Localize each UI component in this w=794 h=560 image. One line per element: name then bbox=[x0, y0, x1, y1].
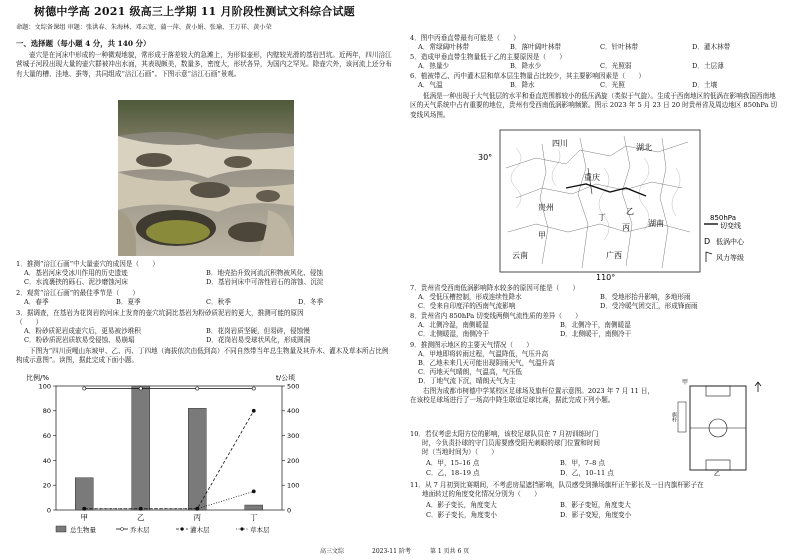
chart-category-label: 丙 bbox=[193, 513, 201, 522]
q2-option-c[interactable]: C．秋季 bbox=[206, 298, 231, 306]
lon-label: 110° bbox=[596, 273, 616, 282]
chart-point-草本层 bbox=[83, 507, 86, 510]
exam-title: 树德中学高 2021 级高三上学期 11 月阶段性测试文科综合试题 bbox=[34, 5, 355, 18]
field-label-jia: 甲 bbox=[682, 379, 689, 386]
q1-option-b[interactable]: B．地壳抬升致河流沉积物被风化、侵蚀 bbox=[206, 269, 323, 277]
q10-option-d[interactable]: D．乙，10–11 点 bbox=[560, 469, 614, 477]
q6-option-d[interactable]: D．土壤 bbox=[692, 81, 718, 89]
q7-option-b[interactable]: B．受地形抬升影响，多地形雨 bbox=[600, 293, 691, 301]
biomass-chart bbox=[20, 372, 394, 540]
chart-point-乔木层 bbox=[252, 387, 255, 390]
chart-category-label: 甲 bbox=[80, 513, 88, 522]
q11-stem-2: 地面转过的角度变化情况分别为（ ） bbox=[422, 490, 541, 498]
chart-legend-swatch bbox=[56, 526, 66, 532]
q6-option-a[interactable]: A．气温 bbox=[418, 81, 443, 89]
q8-option-a[interactable]: A．北侧冷湿，南侧暖湿 bbox=[418, 321, 489, 329]
chart-legend-label: 乔木层 bbox=[130, 526, 150, 534]
field-flag-label: 旗杆 bbox=[671, 412, 677, 422]
q11-option-b[interactable]: B．影子变短，角度变大 bbox=[560, 501, 631, 509]
region-yunnan: 云南 bbox=[512, 251, 528, 260]
lat-label: 30° bbox=[478, 153, 493, 162]
q7-option-c[interactable]: C．受来自印度洋的西南气流影响 bbox=[418, 302, 516, 310]
q5-option-a[interactable]: A．热量少 bbox=[418, 62, 450, 70]
chart-right-tick-label: 0 bbox=[287, 506, 292, 515]
q9-option-b[interactable]: B．乙地未来几天可能出现阴雨天气，气温升高 bbox=[418, 359, 555, 367]
q11-option-a[interactable]: A．影子变长，角度变大 bbox=[426, 501, 497, 509]
chart-point-乔木层 bbox=[83, 387, 86, 390]
chart-right-tick-label: 200 bbox=[287, 456, 300, 465]
region-hunan: 湖南 bbox=[648, 219, 664, 228]
point-ding: 丁 bbox=[598, 213, 606, 222]
q1-stem: 1．推测“涪江石画”中大量壶穴的成因是（ ） bbox=[16, 260, 159, 268]
q5-option-b[interactable]: B．降水少 bbox=[510, 62, 542, 70]
soccer-field-diagram bbox=[672, 378, 778, 476]
q7-stem: 7．贵州省受西南低涡影响降水较多的原因可能是（ ） bbox=[410, 284, 580, 292]
chart-bar-丁 bbox=[245, 505, 263, 510]
chart-left-tick-label: 20 bbox=[42, 481, 51, 490]
soccer-intro: 右图为成都市树德中学某校区足球场及旗杆位置示意图。2023 年 7 月 11 日，在该校足球场进行了一场高中降生联谊足球比赛，据此完成下列小题。 bbox=[410, 387, 655, 405]
q6-option-c[interactable]: C．光照 bbox=[600, 81, 625, 89]
q4-stem: 4．图中丙垂直带最有可能是（ ） bbox=[410, 34, 520, 42]
chart-point-草本层 bbox=[252, 490, 255, 493]
chart-right-axis-label: t/公顷 bbox=[276, 374, 296, 382]
legend-shear: 850hPa bbox=[710, 214, 736, 222]
shear-line-map bbox=[476, 128, 776, 280]
q10-stem: 10．若仅考虑太阳方位的影响，该校足球队员在 7 月初训练时门 bbox=[410, 430, 599, 438]
q2-option-b[interactable]: B．夏季 bbox=[116, 298, 141, 306]
q4-option-d[interactable]: D．灌木林带 bbox=[692, 43, 731, 51]
legend-shear-2: 切变线 bbox=[720, 222, 741, 230]
q8-stem: 8．贵州省内 850hPa 切变线两侧气流性质的差异（ ） bbox=[410, 312, 582, 320]
q10-stem-2: 时，今负责扑球的守门员需要感受阳光刺眼的球门位置和时间 bbox=[422, 439, 601, 447]
pothole-photo bbox=[118, 100, 294, 256]
q2-stem: 2．观赏“涪江石画”的最佳季节是（ ） bbox=[16, 289, 140, 297]
q3-option-c[interactable]: C．粉砂质泥岩质软易受侵蚀、易崩塌 bbox=[24, 336, 135, 344]
chart-right-tick-label: 100 bbox=[287, 481, 300, 490]
chart-line-草本层 bbox=[84, 491, 254, 508]
chart-legend-label: 总生物量 bbox=[70, 526, 96, 534]
chart-right-tick-label: 300 bbox=[287, 432, 300, 440]
q10-stem-3: 时（当地时间为）（ ） bbox=[422, 448, 498, 456]
q8-option-c[interactable]: C．北侧暖湿，南侧冷干 bbox=[418, 330, 489, 338]
q10-option-c[interactable]: C．乙，18–19 点 bbox=[426, 469, 480, 477]
chart-point-乔木层 bbox=[196, 387, 199, 390]
field-label-yi: 乙 bbox=[714, 471, 721, 478]
q10-option-b[interactable]: B．甲，7–8 点 bbox=[560, 459, 606, 467]
chart-legend-label: 草本层 bbox=[250, 526, 270, 534]
chart-legend-marker bbox=[121, 528, 124, 531]
chart-left-tick-label: 40 bbox=[42, 456, 51, 465]
q1-option-c[interactable]: C．水流裹挟的砾石、泥沙磨蚀河床 bbox=[24, 278, 128, 286]
q3-option-d[interactable]: D．花岗岩易受球状风化，形成圆洞 bbox=[206, 336, 311, 344]
chart-legend-label: 灌木层 bbox=[190, 526, 210, 534]
chart-bar-乙 bbox=[132, 386, 150, 510]
q11-option-c[interactable]: C．影子变长，角度变小 bbox=[426, 511, 497, 519]
chart-category-label: 乙 bbox=[137, 513, 145, 522]
q4-option-c[interactable]: C．针叶林带 bbox=[600, 43, 639, 51]
section-intro: 壶穴是在河床中形成的一种微观地貌，常形成于落差较大的急滩上，为形似壶形，内壁较光滑的基岩凹坑。近两年，四川涪江营城子河段出现大量的壶穴群被冲出水面，其表现颇美，数量多，密度大，形状各异，为国内之罕见。除壶穴外，该河流上还分布有大量的槽、洼地、蚕等，共同组成“涪江石画”。下图示意“涪江石画”景观。 bbox=[16, 51, 392, 78]
q3-stem-cont: （ ） bbox=[16, 318, 43, 326]
q9-stem: 9．推测图示地区的主要天气情况（ ） bbox=[410, 341, 533, 349]
q11-stem: 11．从 7 月初到比赛期间，不考虑房屋遮挡影响，队员感受到操场旗杆正午影长及一日内旗杆影子在 bbox=[410, 481, 704, 489]
region-guangxi: 广西 bbox=[606, 251, 622, 260]
footer-subject: 高三文综 bbox=[320, 548, 345, 555]
q9-option-a[interactable]: A．甲地即将转雨过程，气温降低，气压升高 bbox=[418, 350, 549, 358]
q3-option-b[interactable]: B．花岗岩质坚硬，但易碎，侵蚀慢 bbox=[206, 327, 310, 335]
footer-exam: 2023-11 阶考 bbox=[372, 548, 411, 555]
chart-left-axis-label: 比例/% bbox=[26, 374, 50, 382]
q10-option-a[interactable]: A．甲，15–16 点 bbox=[426, 459, 480, 467]
region-guizhou: 贵州 bbox=[538, 203, 554, 212]
chart-right-tick-label: 400 bbox=[287, 407, 300, 416]
q1-option-d[interactable]: D．基岩河床中可溶性岩石的溶蚀、沉淀 bbox=[206, 278, 324, 286]
chart-category-label: 丁 bbox=[250, 513, 258, 522]
chart-left-tick-label: 80 bbox=[42, 407, 51, 416]
region-hubei: 湖北 bbox=[636, 143, 652, 152]
region-sichuan: 四川 bbox=[552, 139, 568, 148]
q1-option-a[interactable]: A．基岩河床受冰川作用的历史遗迹 bbox=[24, 269, 128, 277]
q2-option-d[interactable]: D．冬季 bbox=[298, 298, 324, 306]
chart-point-灌木层 bbox=[252, 409, 255, 412]
q2-option-a[interactable]: A．春季 bbox=[24, 298, 49, 306]
q8-option-b[interactable]: B．北侧冷干，南侧暖湿 bbox=[560, 321, 631, 329]
q5-option-d[interactable]: D．土层薄 bbox=[692, 62, 724, 70]
chart-legend-marker bbox=[241, 528, 244, 531]
chart-line-灌木层 bbox=[84, 411, 254, 509]
chart-legend-marker bbox=[181, 528, 184, 531]
q9-option-c[interactable]: C．丙地天气晴朗，气温高，气压低 bbox=[418, 368, 522, 376]
chart-right-tick-label: 500 bbox=[287, 382, 300, 391]
q4-option-b[interactable]: B．落叶阔叶林带 bbox=[510, 43, 562, 51]
chart-bar-丙 bbox=[188, 408, 206, 510]
chart-point-乔木层 bbox=[139, 387, 142, 390]
q3-option-a[interactable]: A．粉砂质泥岩成壶穴后，更易被沙堆积 bbox=[24, 327, 141, 335]
q5-option-c[interactable]: C．光照弱 bbox=[600, 62, 632, 70]
chart-point-草本层 bbox=[196, 507, 199, 510]
point-yi: 乙 bbox=[626, 207, 634, 216]
footer-page: 第 1 页共 6 页 bbox=[430, 548, 470, 555]
north-arrow-icon bbox=[755, 382, 761, 392]
chart-intro: 下图为“四川贡嘎山东坡甲、乙、丙、丁四地（海拔依次由低到高）不同自然带当年总生物量及其乔木、灌木及草本所占比例构成示意图”。读图，据此完成下面小题。 bbox=[16, 347, 389, 365]
region-chongqing: 重庆 bbox=[584, 173, 600, 182]
wind-barb-icon bbox=[706, 252, 712, 262]
q4-option-a[interactable]: A．常绿阔叶林带 bbox=[418, 43, 469, 51]
legend-wind: 风力等级 bbox=[716, 254, 744, 262]
chart-point-草本层 bbox=[139, 507, 142, 510]
chart-left-tick-label: 0 bbox=[46, 506, 51, 515]
q8-option-d[interactable]: D．北侧暖干，南侧冷干 bbox=[560, 330, 632, 338]
q3-stem: 3．据调查，在基岩为花岗岩的河床上发育的壶穴坑洞比基岩为粉砂质泥岩的更大，推测可能的原因 bbox=[16, 309, 304, 317]
q7-option-a[interactable]: A．受低压槽控制，形成连续性降水 bbox=[418, 293, 522, 301]
map-intro: 低涡是一种出现于大气低层的水平和垂直范围都较小的低压涡旋（类似于气旋）。生成于西南地区的低涡在影响我国西南地区的天气系统中占有重要的地位，贵州有受西南低涡影响频繁。图示 2023 年 5 月 23 日 20 时贵州省及周边地区 850hPa 切变线风场图。 bbox=[410, 92, 778, 119]
q7-option-d[interactable]: D．受冷暖气团交汇，形成锋面雨 bbox=[600, 302, 698, 310]
q6-stem: 6．植被带乙、丙中灌木层和草本层生物量占比较少，其主要影响因素是（ ） bbox=[410, 72, 645, 80]
chart-left-tick-label: 60 bbox=[42, 432, 51, 440]
exam-authors: 命题：文综备课组 审题：张洪春、朱海林、邓云宽、蒲一萍、黄小娟、张瑜、王万祥、黄小荣 bbox=[16, 24, 272, 31]
chart-left-tick-label: 100 bbox=[38, 382, 51, 391]
q5-stem: 5．造成甲垂直带生物量低于乙的主要原因是（ ） bbox=[410, 53, 566, 61]
point-bing: 丙 bbox=[622, 223, 630, 232]
q6-option-b[interactable]: B．降水 bbox=[510, 81, 535, 89]
q11-option-d[interactable]: D．影子变短，角度变小 bbox=[560, 511, 632, 519]
legend-low-symbol: D bbox=[704, 237, 711, 246]
legend-low: 低涡中心 bbox=[716, 238, 744, 246]
section-heading: 一、选择题（每小题 4 分，共 140 分） bbox=[16, 39, 151, 48]
chart-bar-甲 bbox=[75, 478, 93, 510]
q9-option-d[interactable]: D．丁地气流下沉，晴朗天气为主 bbox=[418, 377, 516, 385]
point-jia: 甲 bbox=[538, 231, 546, 240]
